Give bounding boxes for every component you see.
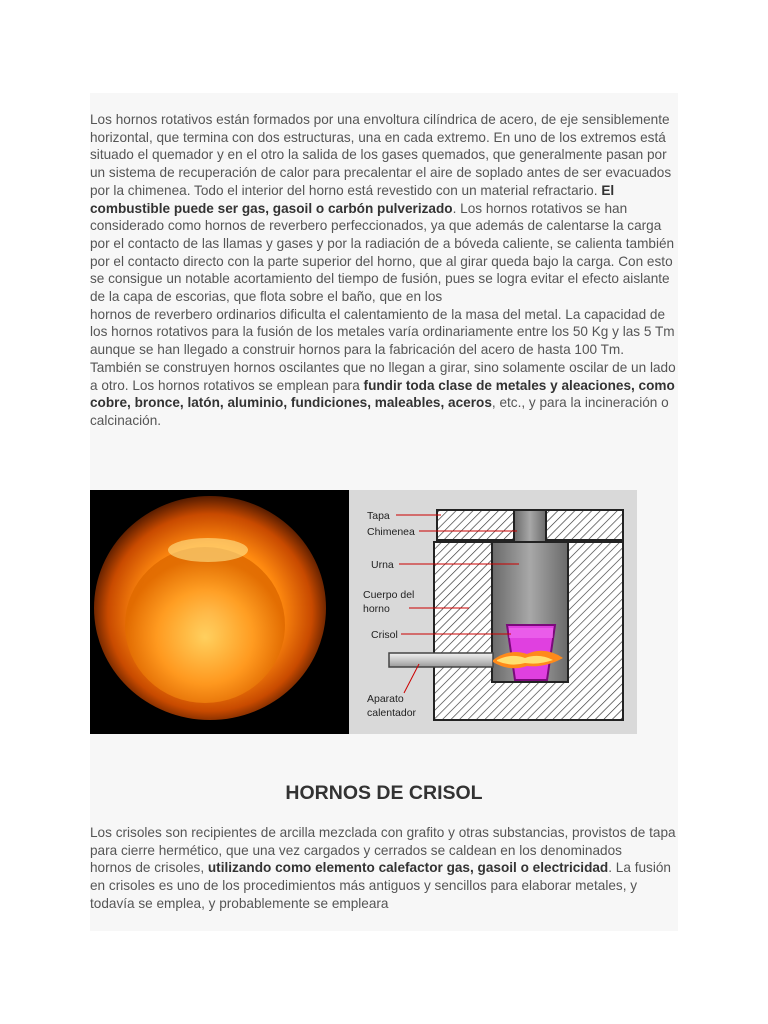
text-span: hornos de crisoles, (90, 860, 208, 876)
label-tapa: Tapa (367, 510, 390, 522)
bold-span: El combustible puede ser gas, gasoil o carbón pulverizado (90, 182, 615, 216)
paragraph-rotary-furnaces (90, 111, 678, 430)
section-heading: HORNOS DE CRISOL (285, 782, 483, 804)
paragraph-crucible-furnaces (90, 824, 678, 913)
text-span: hornos de reverbero ordinarios dificulta el calentamiento de la masa del metal. La capacidad de los hornos rotativos para la fusión de los metales varía ordinariamente entre los 50 Kg y las 5 Tm aunque se han llegado a construir hornos para la fabricación del acero de hasta 100 Tm. También se construyen hornos oscilantes que no llegan a girar, sino solamente oscilar de un lado a otro. Los hornos rotativos se emplean para (90, 306, 676, 393)
label-cuerpo-line1: Cuerpo del (363, 589, 415, 601)
crucible-furnace-diagram-graphic (349, 490, 637, 734)
text-span: Los crisoles son recipientes de arcilla mezclada con grafito y otras substancias, provistos de tapa para cierre hermético, que una vez cargados y cerrados se caldean en los denominados (90, 825, 676, 858)
bold-span: utilizando como elemento calefactor gas, gasoil o electricidad (207, 860, 609, 876)
molten-metal-photo-graphic (90, 490, 349, 734)
text-span: . Los hornos rotativos se han considerado como hornos de reverbero perfeccionados, ya que además de calentarse la carga por el contacto de las llamas y gases y por la radiación de a bóveda caliente, se calienta también por el contacto directo con la parte superior del horno, que al girar queda bajo la carga. Con esto se consigue un notable acortamiento del tiempo de fusión, pues se logra evitar el efecto aislante de la capa de escorias, que flota sobre el baño, que en los (90, 200, 675, 305)
bold-span: fundir toda clase de metales y aleaciones, como cobre, bronce, latón, aluminio, fundiciones, maleables, aceros (90, 377, 675, 411)
label-crisol: Crisol (371, 629, 398, 641)
label-cuerpo-line2: horno (363, 603, 390, 615)
text-span: . La fusión en crisoles es uno de los procedimientos más antiguos y sencillos para elaborar metales, y todavía se emplea, y probablemente se empleara (90, 860, 671, 911)
crucible-furnace-diagram (349, 490, 637, 734)
text-span: , etc., y para la incineración o calcinación. (90, 395, 669, 428)
label-aparato-line2: calentador (367, 707, 417, 719)
text-span: Los hornos rotativos están formados por una envoltura cilíndrica de acero, de eje sensiblemente horizontal, que termina con dos estructuras, una en cada extremo. En uno de los extremos está situado el quemador y en el otro la salida de los gases quemados, que generalmente pasan por un sistema de recuperación de calor para precalentar el aire de soplado antes de ser evacuados por la chimenea. Todo el interior del horno está revestido con un material refractario. (90, 112, 672, 198)
label-chimenea: Chimenea (367, 526, 415, 538)
molten-metal-photo (90, 490, 349, 734)
label-aparato-line1: Aparato (367, 693, 404, 705)
label-urna: Urna (371, 559, 394, 571)
